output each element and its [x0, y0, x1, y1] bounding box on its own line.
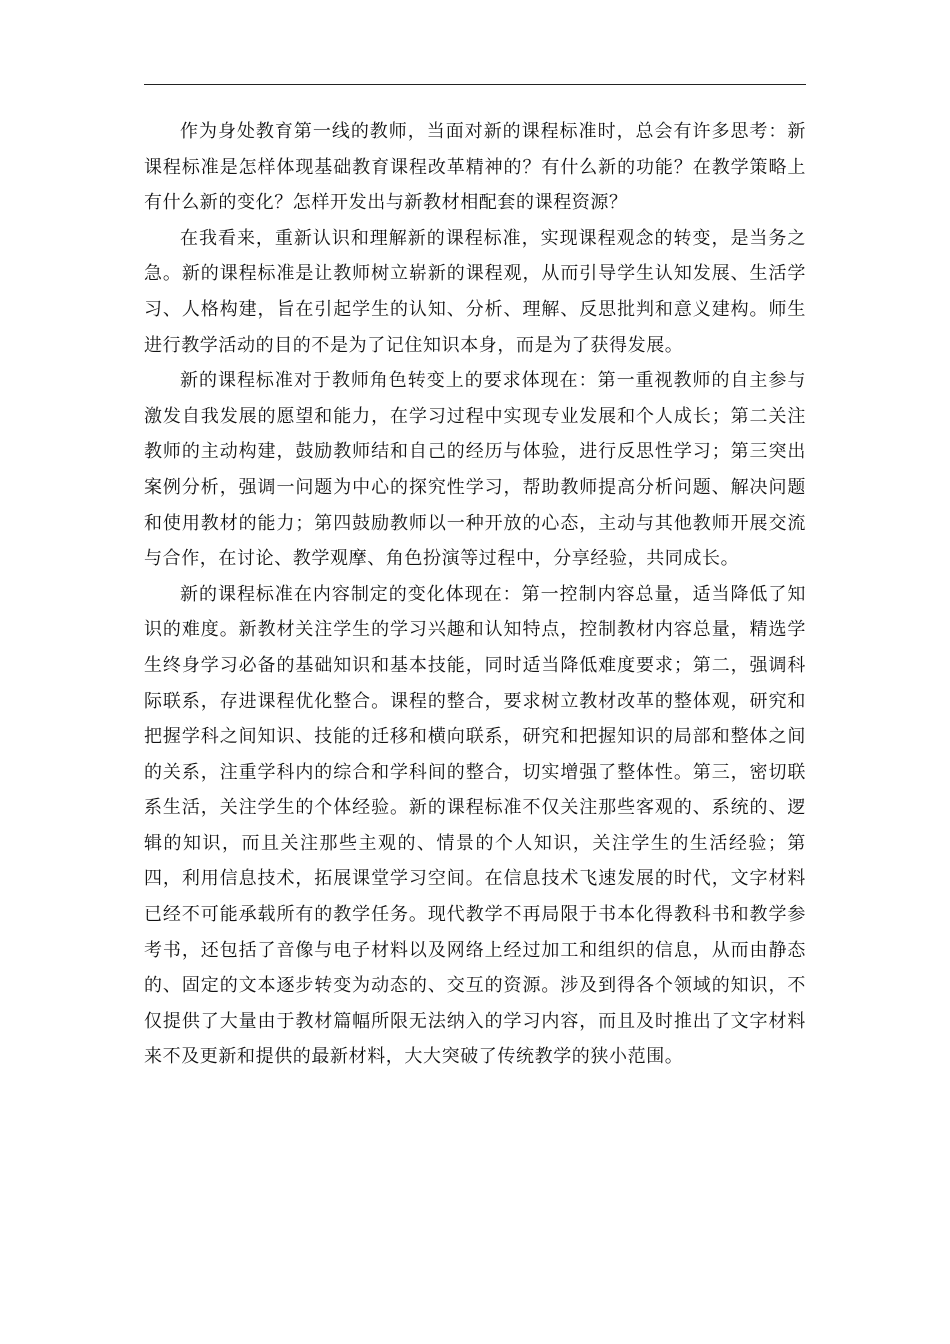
paragraph: 新的课程标准对于教师角色转变上的要求体现在：第一重视教师的自主参与激发自我发展的愿望和能力，在学习过程中实现专业发展和个人成长；第二关注教师的主动构建，鼓励教师结和自己的经历与体验，进行反思性学习；第三突出案例分析，强调一问题为中心的探究性学习，帮助教师提高分析问题、解决问题和使用教材的能力；第四鼓励教师以一种开放的心态，主动与其他教师开展交流与合作，在讨论、教学观摩、角色扮演等过程中，分享经验，共同成长。 [144, 370, 806, 570]
header-rule [144, 84, 806, 85]
paragraph: 作为身处教育第一线的教师，当面对新的课程标准时，总会有许多思考：新课程标准是怎样体现基础教育课程改革精神的？有什么新的功能？在教学策略上有什么新的变化？怎样开发出与新教材相配套的课程资源？ [144, 121, 806, 214]
paragraph: 新的课程标准在内容制定的变化体现在：第一控制内容总量，适当降低了知识的难度。新教材关注学生的学习兴趣和认知特点，控制教材内容总量，精选学生终身学习必备的基础知识和基本技能，同时适当降低难度要求；第二，强调科际联系，存进课程优化整合。课程的整合，要求树立教材改革的整体观，研究和把握学科之间知识、技能的迁移和横向联系，研究和把握知识的局部和整体之间的关系，注重学科内的综合和学科间的整合，切实增强了整体性。第三，密切联系生活，关注学生的个体经验。新的课程标准不仅关注那些客观的、系统的、逻辑的知识，而且关注那些主观的、情景的个人知识，关注学生的生活经验；第四，利用信息技术，拓展课堂学习空间。在信息技术飞速发展的时代，文字材料已经不可能承载所有的教学任务。现代教学不再局限于书本化得教科书和教学参考书，还包括了音像与电子材料以及网络上经过加工和组织的信息，从而由静态的、固定的文本逐步转变为动态的、交互的资源。涉及到得各个领域的知识，不仅提供了大量由于教材篇幅所限无法纳入的学习内容，而且及时推出了文字材料来不及更新和提供的最新材料，大大突破了传统教学的狭小范围。 [144, 583, 806, 1068]
document-body [144, 114, 806, 1075]
paragraph: 在我看来，重新认识和理解新的课程标准，实现课程观念的转变，是当务之急。新的课程标准是让教师树立崭新的课程观，从而引导学生认知发展、生活学习、人格构建，旨在引起学生的认知、分析、理解、反思批判和意义建构。师生进行教学活动的目的不是为了记住知识本身，而是为了获得发展。 [144, 227, 806, 356]
